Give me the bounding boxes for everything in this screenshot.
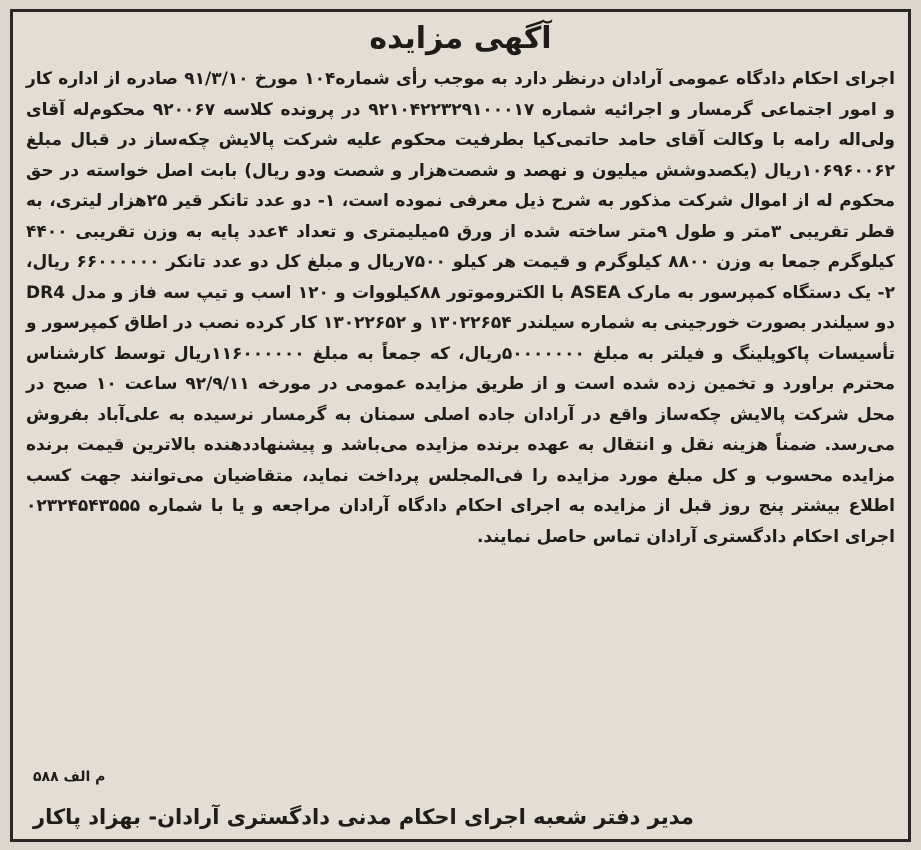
notice-border-frame: [10, 9, 911, 842]
notice-body: [20, 64, 901, 552]
signature-line: مدیر دفتر شعبه اجرای احکام مدنی دادگستری آرادان- بهزاد پاکار: [33, 805, 694, 829]
reference-number: م الف ۵۸۸: [33, 769, 106, 785]
notice-footer: [25, 769, 896, 829]
notice-body-paragraph: اجرای احکام دادگاه عمومی آرادان درنظر دارد به موجب رأی شماره۱۰۴ مورخ ۹۱/۳/۱۰ صادره از اداره کار و امور اجتماعی گرمسار و اجرائیه شماره ۹۲۱۰۴۲۲۳۲۹۱۰۰۰۱۷ در پرونده کلاسه ۹۲۰۰۶۷ محکوم‌له آقای ولی‌اله رامه با وکالت آقای حامد حاتمی‌کیا بطرفیت محکوم علیه شرکت پالایش چکه‌ساز در قبال مبلغ ۱۰۶۹۶۰۰۶۲ریال (یکصدوشش میلیون و نهصد و شصت‌هزار و شصت ودو ریال) بابت اصل خواسته در حق محکوم له از اموال شرکت مذکور به شرح ذیل معرفی نموده است، ۱- دو عدد تانکر قیر ۲۵هزار لیتری، به قطر تقریبی ۳متر و طول ۹متر ساخته شده از ورق ۵میلیمتری و تعداد ۴عدد پایه به وزن تقریبی ۴۴۰۰ کیلوگرم جمعا به وزن ۸۸۰۰ کیلوگرم و قیمت هر کیلو ۷۵۰۰ریال و مبلغ کل دو عدد تانکر ۶۶۰۰۰۰۰۰ ریال، ۲- یک دستگاه کمپرسور به مارک ASEA با الکتروموتور ۸۸کیلووات و ۱۲۰ اسب و تیپ سه فاز و مدل DR4 دو سیلندر بصورت خورجینی به شماره سیلندر ۱۳۰۲۲۶۵۴ و ۱۳۰۲۲۶۵۲ کار کرده نصب در اطاق کمپرسور و تأسیسات پاکوپلینگ و فیلتر به مبلغ ۵۰۰۰۰۰۰۰ریال، که جمعاً به مبلغ ۱۱۶۰۰۰۰۰۰ریال توسط کارشناس محترم براورد و تخمین زده شده است و از طریق مزایده عمومی در مورخه ۹۲/۹/۱۱ ساعت ۱۰ صبح در محل شرکت پالایش چکه‌ساز واقع در آرادان جاده اصلی سمنان به گرمسار نرسیده به علی‌آباد بفروش می‌رسد. ضمناً هزینه نقل و انتقال به عهده برنده مزایده می‌باشد و پیشنهاددهنده بالاترین قیمت برنده مزایده محسوب و کل مبلغ مورد مزایده را فی‌المجلس پرداخت نماید، متقاضیان می‌توانند جهت کسب اطلاع بیشتر پنج روز قبل از مزایده به اجرای احکام دادگاه آرادان مراجعه و یا با شماره ۰۲۳۲۴۵۴۳۵۵۵ اجرای احکام دادگستری آرادان تماس حاصل نمایند.: [26, 69, 896, 547]
notice-title: آگهی مزایده: [369, 21, 552, 56]
